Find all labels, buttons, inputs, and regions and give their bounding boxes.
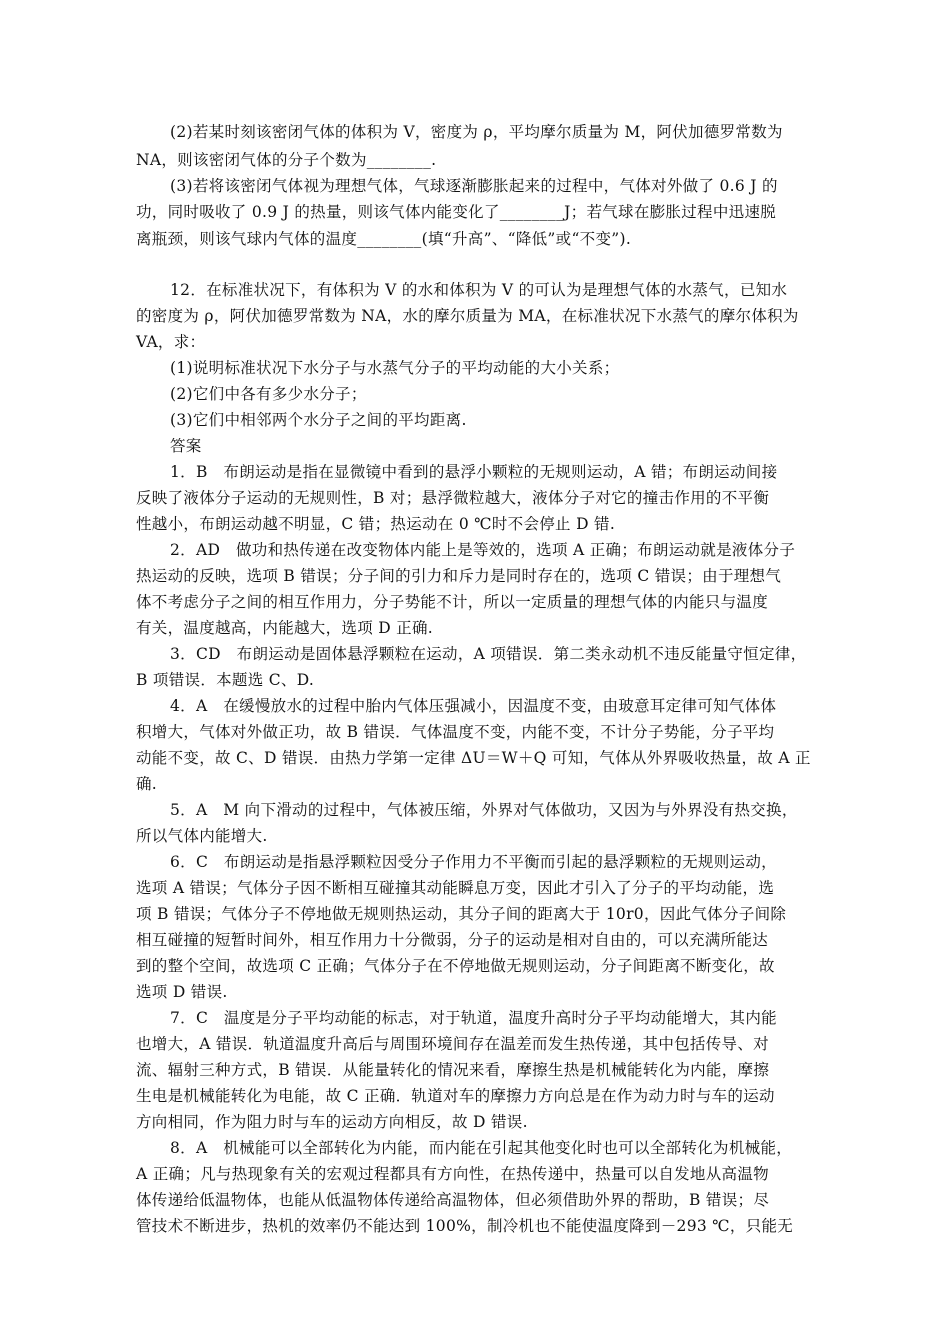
answer-7-line: 也增大，A 错误．轨道温度升高后与周围环境间存在温差而发生热传递，其中包括传导、对 (136, 1035, 769, 1053)
q12-stem-line: 12．在标准状况下，有体积为 V 的水和体积为 V 的可认为是理想气体的水蒸气，已知水 (170, 281, 788, 299)
answer-6-line: 选项 D 错误. (136, 983, 228, 1001)
q12-item: (2)它们中各有多少水分子； (170, 385, 367, 403)
q12-item: (1)说明标准状况下水分子与水蒸气分子的平均动能的大小关系； (170, 359, 620, 377)
answer-4-line: 动能不变，故 C、D 错误．由热力学第一定律 ΔU＝W＋Q 可知，气体从外界吸收热量，故 A 正 (136, 749, 811, 767)
answer-1-line: 性越小，布朗运动越不明显，C 错；热运动在 0 ℃时不会停止 D 错. (136, 515, 616, 533)
answer-7-line: 7．C 温度是分子平均动能的标志，对于轨道，温度升高时分子平均动能增大，其内能 (170, 1009, 777, 1027)
answer-5-line: 5．A M 向下滑动的过程中，气体被压缩，外界对气体做功，又因为与外界没有热交换， (170, 801, 798, 819)
q12-stem-line: VA，求： (136, 333, 206, 351)
answer-7-line: 方向相同，作为阻力时与车的运动方向相反，故 D 错误. (136, 1113, 528, 1131)
answer-3-line: B 项错误．本题选 C、D. (136, 671, 315, 689)
answer-1-line: 1．B 布朗运动是指在显微镜中看到的悬浮小颗粒的无规则运动，A 错；布朗运动间接 (170, 463, 778, 481)
answer-6-line: 项 B 错误；气体分子不停地做无规则热运动，其分子间的距离大于 10r0，因此气体分子间除 (136, 905, 787, 923)
q11-part2-line: NA，则该密闭气体的分子个数为________. (136, 151, 437, 169)
answer-8-line: 管技术不断进步，热机的效率仍不能达到 100%，制冷机也不能使温度降到－293 ℃，只能无 (136, 1217, 794, 1235)
answer-6-line: 到的整个空间，故选项 C 正确；气体分子在不停地做无规则运动，分子间距离不断变化，故 (136, 957, 775, 975)
answer-6-line: 6．C 布朗运动是指悬浮颗粒因受分子作用力不平衡而引起的悬浮颗粒的无规则运动， (170, 853, 777, 871)
answer-1-line: 反映了液体分子运动的无规则性，B 对；悬浮微粒越大，液体分子对它的撞击作用的不平衡 (136, 489, 770, 507)
answer-8-line: A 正确；凡与热现象有关的宏观过程都具有方向性，在热传递中，热量可以自发地从高温物 (136, 1165, 769, 1183)
answer-3-line: 3．CD 布朗运动是固体悬浮颗粒在运动，A 项错误．第二类永动机不违反能量守恒定律， (170, 645, 807, 663)
answer-2-line: 体不考虑分子之间的相互作用力，分子势能不计，所以一定质量的理想气体的内能只与温度 (136, 593, 769, 611)
q11-part3-line: 离瓶颈，则该气球内气体的温度________(填“升高”、“降低”或“不变”). (136, 230, 632, 248)
answer-4-line: 确. (136, 775, 158, 793)
answer-8-line: 体传递给低温物体，也能从低温物体传递给高温物体，但必须借助外界的帮助，B 错误；尽 (136, 1191, 770, 1209)
answer-8-line: 8．A 机械能可以全部转化为内能，而内能在引起其他变化时也可以全部转化为机械能， (170, 1139, 793, 1157)
answer-4-line: 积增大，气体对外做正功，故 B 错误．气体温度不变，内能不变，不计分子势能，分子平均 (136, 723, 775, 741)
answer-4-line: 4．A 在缓慢放水的过程中胎内气体压强减小，因温度不变，由玻意耳定律可知气体体 (170, 697, 777, 715)
q11-part2-line: (2)若某时刻该密闭气体的体积为 V，密度为 ρ，平均摩尔质量为 M，阿伏加德罗常数为 (170, 123, 783, 141)
q12-item: (3)它们中相邻两个水分子之间的平均距离. (170, 411, 467, 429)
answer-heading: 答案 (170, 437, 202, 455)
answer-2-line: 有关，温度越高，内能越大，选项 D 正确. (136, 619, 434, 637)
q11-part3-line: (3)若将该密闭气体视为理想气体，气球逐渐膨胀起来的过程中，气体对外做了 0.6 J 的 (170, 177, 778, 195)
q12-stem-line: 的密度为 ρ，阿伏加德罗常数为 NA，水的摩尔质量为 MA，在标准状况下水蒸气的摩尔体积为 (136, 307, 799, 325)
answer-2-line: 热运动的反映，选项 B 错误；分子间的引力和斥力是同时存在的，选项 C 错误；由于理想气 (136, 567, 782, 585)
answer-6-line: 相互碰撞的短暂时间外，相互作用力十分微弱，分子的运动是相对自由的，可以充满所能达 (136, 931, 769, 949)
answer-2-line: 2．AD 做功和热传递在改变物体内能上是等效的，选项 A 正确；布朗运动就是液体分子 (170, 541, 796, 559)
q11-part3-line: 功，同时吸收了 0.9 J 的热量，则该气体内能变化了________J；若气球在膨胀过程中迅速脱 (136, 203, 777, 221)
answer-7-line: 流、辐射三种方式，B 错误．从能量转化的情况来看，摩擦生热是机械能转化为内能，摩擦 (136, 1061, 770, 1079)
answer-7-line: 生电是机械能转化为电能，故 C 正确．轨道对车的摩擦力方向总是在作为动力时与车的运动 (136, 1087, 775, 1105)
answer-6-line: 选项 A 错误；气体分子因不断相互碰撞其动能瞬息万变，因此才引入了分子的平均动能，选 (136, 879, 775, 897)
answer-5-line: 所以气体内能增大. (136, 827, 268, 845)
